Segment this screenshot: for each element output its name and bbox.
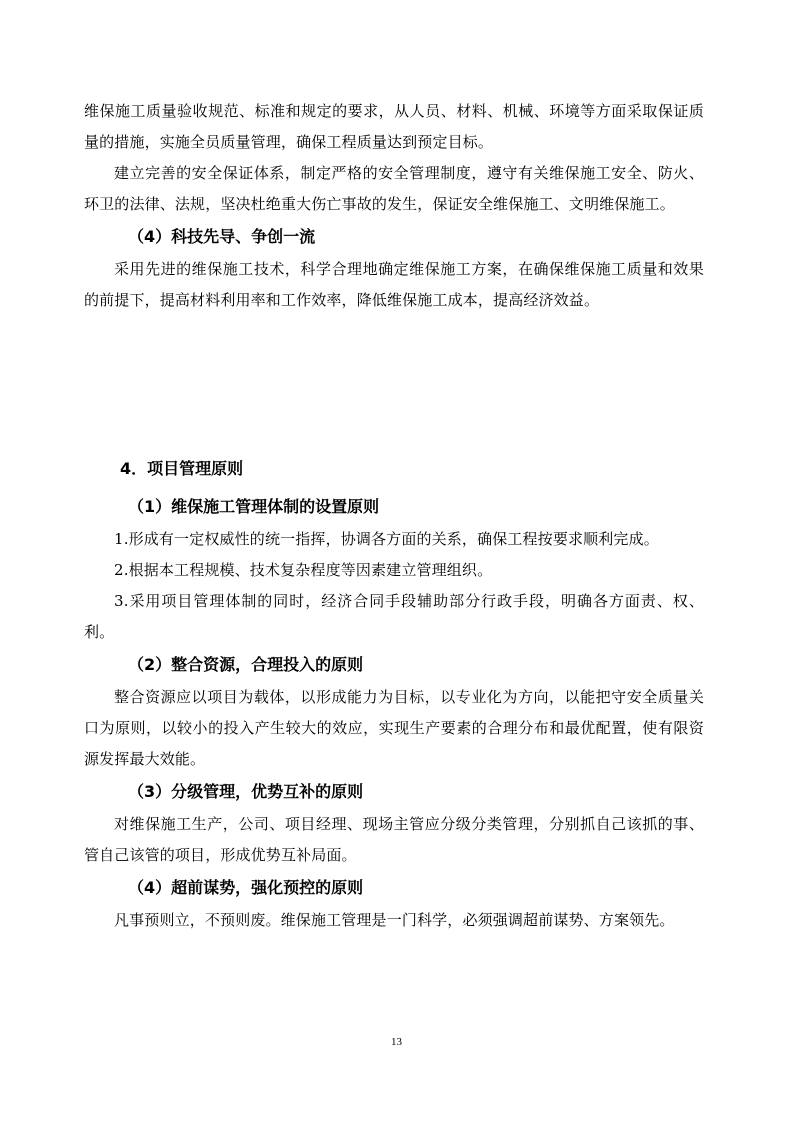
heading-graded-management: （3）分级管理，优势互补的原则 [128,782,364,801]
paragraph-tech: 采用先进的维保施工技术，科学合理地确定维保施工方案，在确保维保施工质量和效果的前提下，提高材料利用率和工作效率，降低维保施工成本，提高经济效益。 [84,260,704,309]
heading-management-system: （1）维保施工管理体制的设置原则 [128,497,380,516]
paragraph-advance-planning: 凡事预则立，不预则废。维保施工管理是一门科学，必须强调超前谋势、方案领先。 [114,911,675,929]
heading-resource-integration: （2）整合资源，合理投入的原则 [128,655,364,674]
paragraph-safety: 建立完善的安全保证体系，制定严格的安全管理制度，遵守有关维保施工安全、防火、环卫的法律、法规，坚决杜绝重大伤亡事故的发生，保证安全维保施工、文明维保施工。 [84,164,704,213]
list-item: 3.采用项目管理体制的同时，经济合同手段辅助部分行政手段，明确各方面责、权、利。 [84,592,704,641]
top-content [84,96,704,316]
paragraph-quality: 维保施工质量验收规范、标准和规定的要求，从人员、材料、机械、环境等方面采取保证质量的措施，实施全员质量管理，确保工程质量达到预定目标。 [84,102,704,151]
heading-tech-leading: （4）科技先导、争创一流 [128,227,316,246]
page-number: 13 [391,1036,402,1048]
heading-advance-planning: （4）超前谋势，强化预控的原则 [128,878,364,897]
paragraph-graded-management: 对维保施工生产，公司、项目经理、现场主管应分级分类管理，分别抓自己该抓的事、管自己该管的项目，形成优势互补局面。 [84,815,704,864]
paragraph-resource-integration: 整合资源应以项目为载体，以形成能力为目标，以专业化为方向，以能把守安全质量关口为原则，以较小的投入产生较大的效应，实现生产要素的合理分布和最优配置，使有限资源发挥最大效能。 [84,688,704,768]
list-item: 1.形成有一定权威性的统一指挥，协调各方面的关系，确保工程按要求顺利完成。 [114,530,659,548]
list-item: 2.根据本工程规模、技术复杂程度等因素建立管理组织。 [114,561,493,579]
section-title: 4．项目管理原则 [120,459,244,478]
section-project-management [84,452,704,936]
